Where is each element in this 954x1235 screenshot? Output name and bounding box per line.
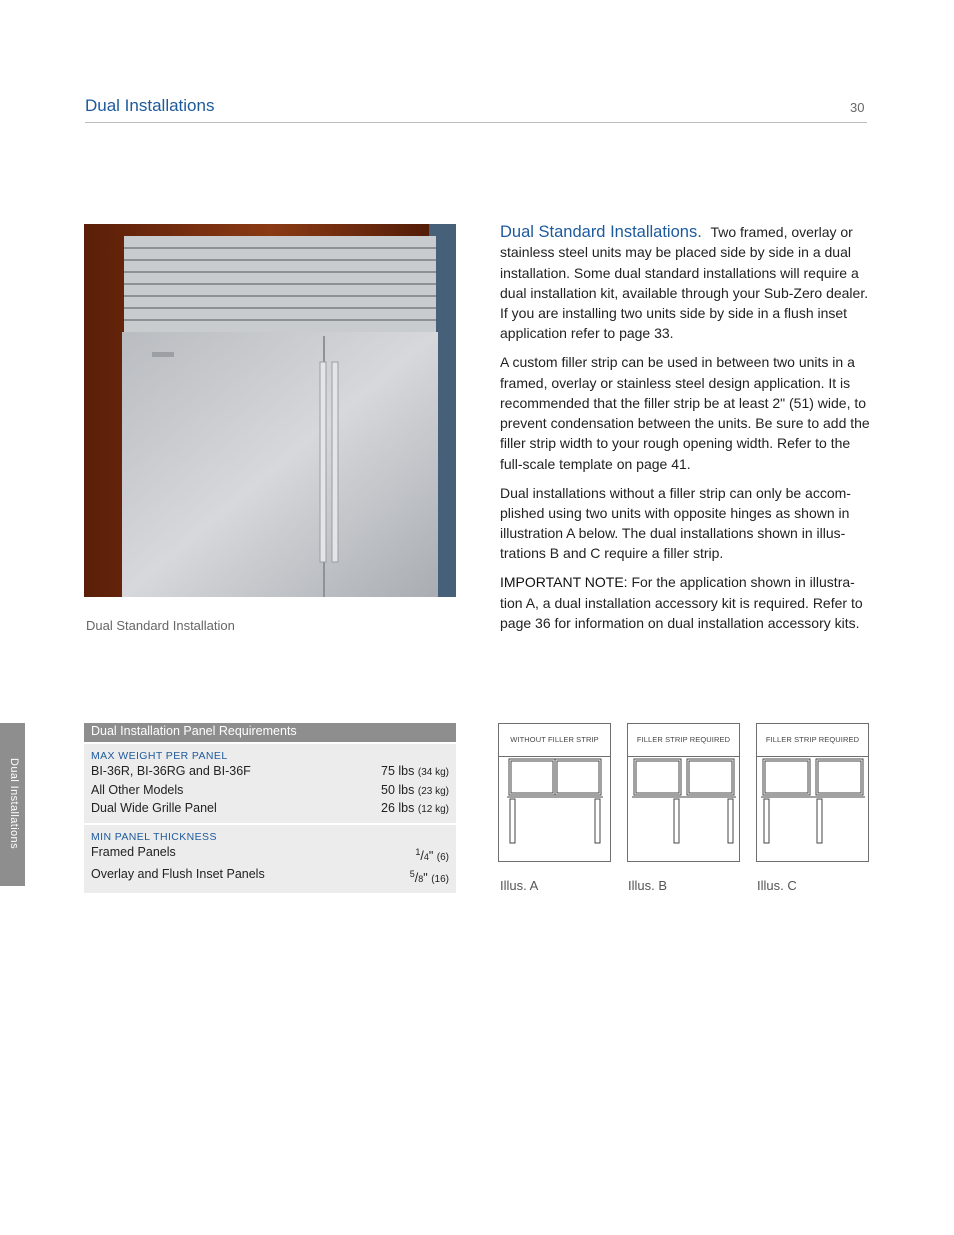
- row-value: 26 lbs: [381, 801, 415, 815]
- thickness-block: [84, 825, 456, 893]
- weight-block: [84, 744, 456, 823]
- row-label: Framed Panels: [91, 844, 176, 859]
- header-divider: [85, 122, 867, 123]
- row-metric: (23 kg): [417, 785, 449, 797]
- table-row: [91, 782, 449, 801]
- illustration-heading: FILLER STRIP REQUIRED: [757, 724, 868, 757]
- table-title: Dual Installation Panel Requirements: [84, 723, 456, 742]
- illustration-a: [498, 723, 611, 862]
- illustration-b: [627, 723, 740, 862]
- row-label: Overlay and Flush Inset Panels: [91, 867, 265, 882]
- dual-units-filler-diagram: [757, 757, 868, 861]
- fraction-denominator: 4: [423, 851, 429, 862]
- illustration-label: Illus. B: [628, 878, 668, 893]
- unit-mark: ": [423, 871, 428, 886]
- panel-requirements-table: [84, 723, 456, 893]
- unit-mark: ": [428, 848, 434, 863]
- table-row: Framed Panels $^1$/4" (6): [91, 844, 449, 867]
- illustration-c: [756, 723, 869, 862]
- dual-units-no-filler-diagram: [499, 757, 610, 861]
- weight-heading: MAX WEIGHT PER PANEL: [91, 750, 228, 762]
- table-row: [91, 800, 449, 819]
- fraction-numerator: 5: [409, 869, 415, 880]
- paragraph-text: Two framed, overlay or stainless steel units may be placed side by side in a dual installation. Some dual standard installations will require a dual installation kit, available through your Sub-Zero dealer. If you are installing two units side by side in a flush inset application refer to page 33.: [500, 224, 869, 342]
- intro-paragraph: [500, 222, 876, 344]
- row-metric: (12 kg): [417, 804, 449, 815]
- fraction-numerator: 1: [415, 846, 421, 857]
- side-tab-label: Dual Installations: [8, 758, 20, 849]
- dual-refrigerator-image: [84, 224, 456, 597]
- note-text: For the application shown in illustra-tion A, a dual installation accessory kit is required. Refer to page 36 for information on dual installation accessory kits.: [500, 574, 863, 631]
- row-metric: (16): [431, 874, 449, 886]
- table-row: [91, 763, 449, 782]
- filler-paragraph: A custom filler strip can be used in between two units in a framed, overlay or stainless steel design application. It is recommended that the filler strip be at least 2" (51) wide, to prevent condensation between the units. Be sure to add the filler strip width to your rough opening width. Refer to the full-scale template on page 41.: [500, 354, 870, 472]
- dual-units-filler-diagram: [628, 757, 739, 861]
- illustration-heading: WITHOUT FILLER STRIP: [499, 724, 610, 757]
- row-value: 75 lbs: [381, 764, 415, 778]
- row-metric: (6): [436, 851, 449, 863]
- row-label: All Other Models: [91, 782, 184, 797]
- row-value: 50 lbs: [381, 782, 415, 797]
- page-number: 30: [850, 100, 865, 115]
- table-row: Overlay and Flush Inset Panels $^5$/8" (16): [91, 866, 449, 889]
- hinge-paragraph: Dual installations without a filler strip can only be accom-plished using two units with opposite hinges as shown in illustration A below. The dual installations shown in illus-trations B and C require a filler strip.: [500, 484, 851, 562]
- photo-caption: Dual Standard Installation: [86, 618, 235, 633]
- row-metric: (34 kg): [417, 767, 449, 778]
- row-label: Dual Wide Grille Panel: [91, 801, 217, 815]
- thickness-heading: MIN PANEL THICKNESS: [91, 830, 217, 843]
- row-label: BI-36R, BI-36RG and BI-36F: [91, 764, 251, 778]
- illustration-heading: FILLER STRIP REQUIRED: [628, 724, 739, 757]
- refrigerator-photo: [84, 224, 456, 597]
- fraction-denominator: 8: [418, 874, 424, 885]
- illustration-label: Illus. C: [757, 878, 797, 893]
- body-text: [500, 222, 876, 642]
- section-heading: Dual Standard Installations.: [500, 223, 702, 241]
- page-title: Dual Installations: [85, 96, 215, 115]
- important-note: [500, 572, 876, 633]
- note-label: IMPORTANT NOTE:: [500, 574, 628, 591]
- illustration-label: Illus. A: [500, 878, 539, 893]
